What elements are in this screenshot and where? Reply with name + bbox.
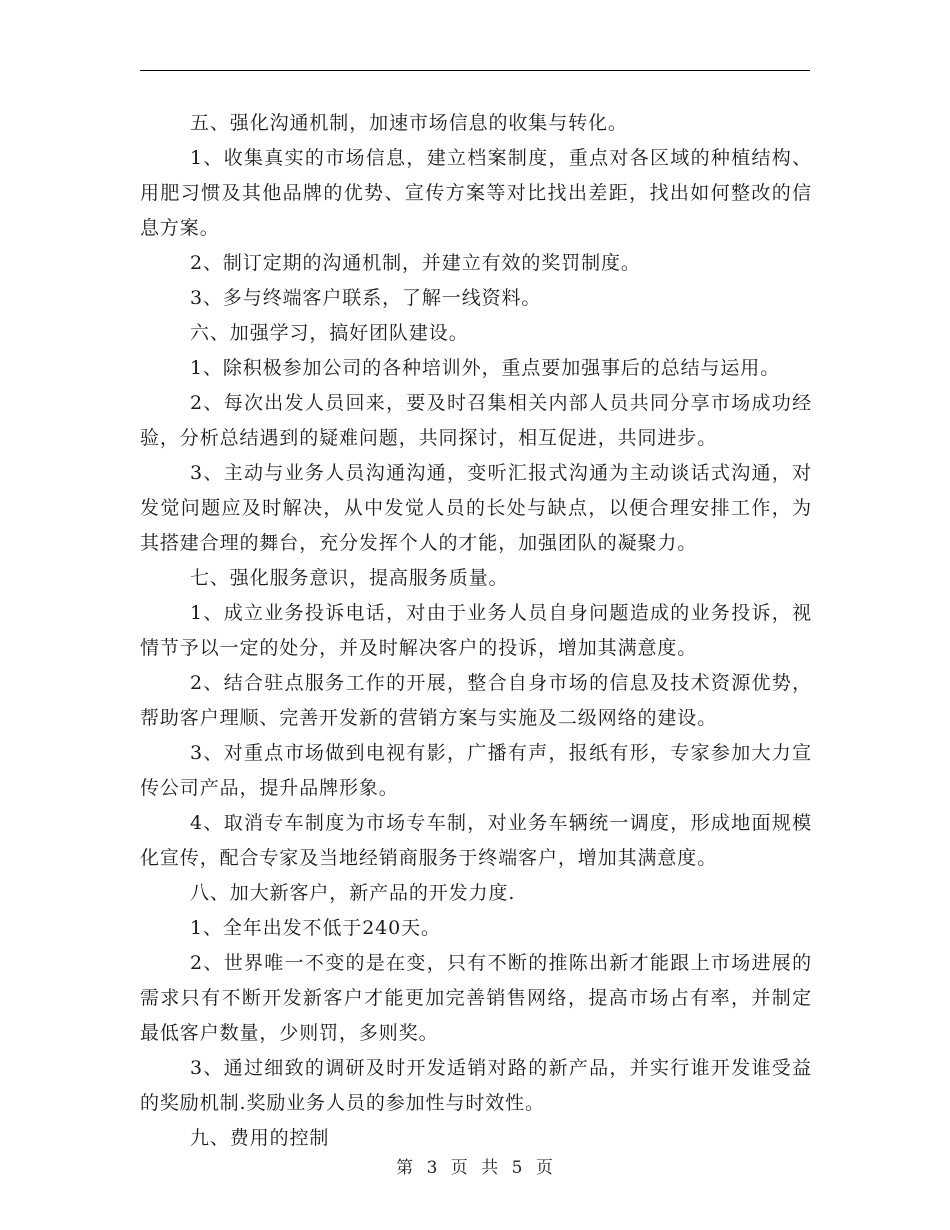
footer-prefix: 第	[396, 1158, 415, 1178]
section-heading-5: 五、强化沟通机制，加速市场信息的收集与转化。	[190, 112, 628, 134]
section-heading-9: 九、费用的控制	[190, 1127, 330, 1149]
document-body	[140, 106, 812, 1156]
footer-total-word: 共	[481, 1158, 500, 1178]
total-pages-number: 5	[511, 1158, 524, 1178]
current-page-number: 3	[426, 1158, 439, 1178]
paragraph: 2、结合驻点服务工作的开展，整合自身市场的信息及技术资源优势，帮助客户理顺、完善开发新的营销方案与实施及二级网络的建设。	[140, 672, 812, 729]
paragraph: 1、全年出发不低于240天。	[190, 917, 441, 939]
section-heading-8: 八、加大新客户，新产品的开发力度.	[190, 882, 516, 904]
paragraph: 3、通过细致的调研及时开发适销对路的新产品，并实行谁开发谁受益的奖励机制.奖励业务人员的参加性与时效性。	[140, 1057, 812, 1114]
paragraph: 1、除积极参加公司的各种培训外，重点要加强事后的总结与运用。	[190, 357, 781, 379]
paragraph: 4、取消专车制度为市场专车制，对业务车辆统一调度，形成地面规模化宣传，配合专家及当地经销商服务于终端客户，增加其满意度。	[140, 812, 812, 869]
paragraph: 3、对重点市场做到电视有影，广播有声，报纸有形，专家参加大力宣传公司产品，提升品牌形象。	[140, 742, 812, 799]
footer-suffix: 页	[535, 1158, 554, 1178]
paragraph: 2、每次出发人员回来，要及时召集相关内部人员共同分享市场成功经验，分析总结遇到的疑难问题，共同探讨，相互促进，共同进步。	[140, 392, 812, 449]
section-heading-6: 六、加强学习，搞好团队建设。	[190, 322, 469, 344]
footer-page-word: 页	[450, 1158, 469, 1178]
paragraph: 2、制订定期的沟通机制，并建立有效的奖罚制度。	[190, 252, 641, 274]
paragraph: 3、主动与业务人员沟通沟通，变听汇报式沟通为主动谈话式沟通，对发觉问题应及时解决，从中发觉人员的长处与缺点，以便合理安排工作，为其搭建合理的舞台，充分发挥个人的才能，加强团队的凝聚力。	[140, 462, 812, 554]
paragraph: 2、世界唯一不变的是在变，只有不断的推陈出新才能跟上市场进展的需求只有不断开发新客户才能更加完善销售网络，提高市场占有率，并制定最低客户数量，少则罚，多则奖。	[140, 952, 812, 1044]
page-footer	[0, 1153, 950, 1178]
paragraph: 1、收集真实的市场信息，建立档案制度，重点对各区域的种植结构、用肥习惯及其他品牌的优势、宣传方案等对比找出差距，找出如何整改的信息方案。	[140, 147, 812, 239]
section-heading-7: 七、强化服务意识，提高服务质量。	[190, 567, 509, 589]
paragraph: 1、成立业务投诉电话，对由于业务人员自身问题造成的业务投诉，视情节予以一定的处分，并及时解决客户的投诉，增加其满意度。	[140, 602, 812, 659]
paragraph: 3、多与终端客户联系，了解一线资料。	[190, 287, 542, 309]
header-rule	[140, 70, 810, 71]
